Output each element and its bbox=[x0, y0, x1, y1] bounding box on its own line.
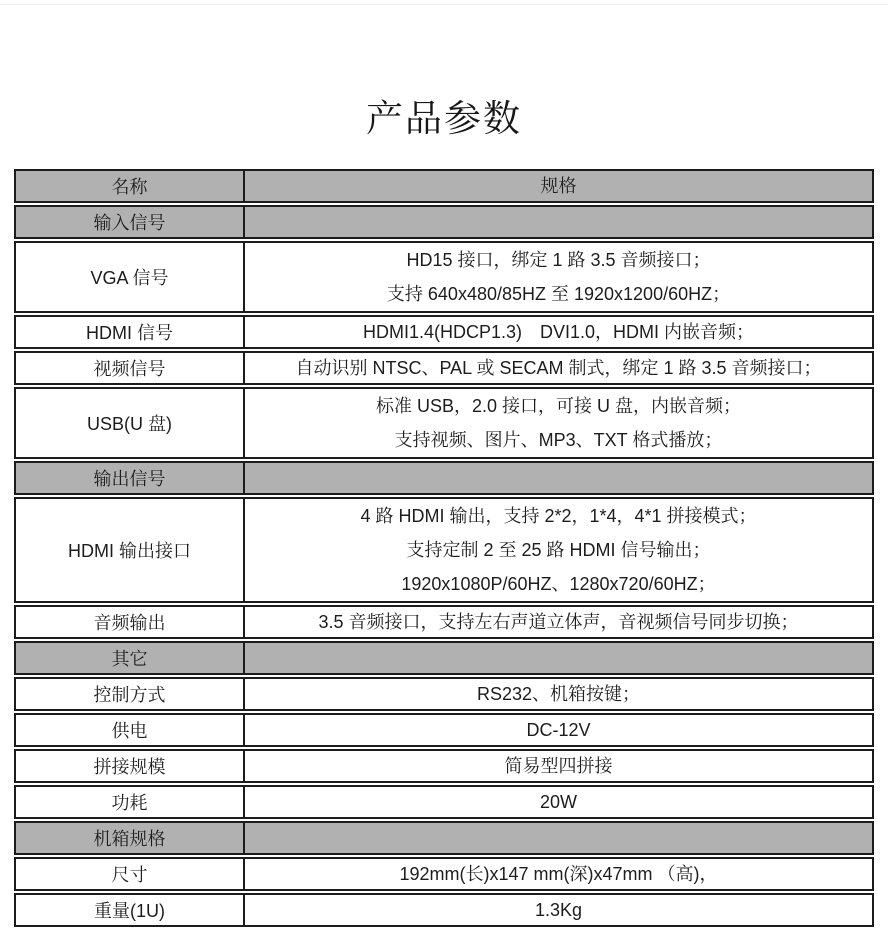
row-value bbox=[243, 895, 872, 925]
page-title: 产品参数 bbox=[366, 98, 522, 139]
row-label: 机箱规格 bbox=[16, 823, 243, 853]
row-value bbox=[243, 715, 872, 745]
row-value bbox=[243, 643, 872, 673]
value-line: 4 路 HDMI 输出，支持 2*2，1*4，4*1 拼接模式； bbox=[360, 506, 757, 527]
table-row bbox=[14, 677, 874, 711]
value-line: 支持定制 2 至 25 路 HDMI 信号输出； bbox=[406, 540, 711, 561]
table-row bbox=[14, 749, 874, 783]
value-line: 1920x1080P/60HZ、1280x720/60HZ； bbox=[401, 574, 716, 595]
header-spec-cell bbox=[243, 171, 872, 201]
row-value bbox=[243, 243, 872, 311]
table-row bbox=[14, 785, 874, 819]
header-name-cell: 名称 bbox=[16, 171, 243, 201]
table-header-row bbox=[14, 169, 874, 203]
row-label: HDMI 信号 bbox=[86, 323, 173, 344]
value-line: RS232、机箱按键； bbox=[476, 684, 641, 705]
value-line: 192mm(长)x147 mm(深)x47mm （高)， bbox=[399, 864, 718, 885]
table-section-row bbox=[14, 205, 874, 239]
row-value bbox=[243, 787, 872, 817]
row-value bbox=[243, 353, 872, 383]
row-value bbox=[243, 389, 872, 457]
value-line: DC-12V bbox=[526, 720, 591, 741]
row-value bbox=[243, 751, 872, 781]
value-line: 标准 USB，2.0 接口，可接 U 盘，内嵌音频； bbox=[375, 396, 742, 417]
row-label: 尺寸 bbox=[111, 865, 148, 886]
row-label: VGA 信号 bbox=[90, 268, 169, 289]
value-line: 20W bbox=[539, 792, 577, 813]
row-label: 控制方式 bbox=[93, 685, 166, 706]
row-label: 重量(1U) bbox=[94, 901, 165, 922]
row-label: 供电 bbox=[111, 721, 148, 742]
row-label: 音频输出 bbox=[93, 613, 166, 634]
value-line: HD15 接口，绑定 1 路 3.5 音频接口； bbox=[406, 250, 711, 271]
row-value bbox=[243, 823, 872, 853]
value-line: 1.3Kg bbox=[534, 900, 583, 921]
row-value bbox=[243, 499, 872, 601]
value-line: 3.5 音频接口，支持左右声道立体声，音视频信号同步切换； bbox=[318, 612, 799, 633]
spec-table bbox=[14, 169, 874, 927]
row-value bbox=[243, 607, 872, 637]
row-label: USB(U 盘) bbox=[87, 414, 172, 435]
table-row bbox=[14, 857, 874, 891]
value-line: 支持视频、图片、MP3、TXT 格式播放； bbox=[394, 430, 723, 451]
row-label: 其它 bbox=[16, 643, 243, 673]
table-row bbox=[14, 351, 874, 385]
table-row bbox=[14, 893, 874, 927]
value-line: HDMI1.4(HDCP1.3) DVI1.0，HDMI 内嵌音频； bbox=[362, 322, 755, 343]
row-label: 功耗 bbox=[111, 793, 148, 814]
row-label: 拼接规模 bbox=[93, 757, 166, 778]
table-row bbox=[14, 387, 874, 459]
row-label: HDMI 输出接口 bbox=[68, 541, 191, 562]
row-value bbox=[243, 317, 872, 347]
table-section-row bbox=[14, 821, 874, 855]
row-label: 视频信号 bbox=[93, 359, 166, 380]
table-section-row bbox=[14, 641, 874, 675]
row-value bbox=[243, 859, 872, 889]
row-value bbox=[243, 207, 872, 237]
table-row bbox=[14, 315, 874, 349]
value-line: 简易型四拼接 bbox=[504, 756, 613, 777]
value-line: 自动识别 NTSC、PAL 或 SECAM 制式，绑定 1 路 3.5 音频接口； bbox=[295, 358, 822, 379]
value-line: 支持 640x480/85HZ 至 1920x1200/60HZ； bbox=[386, 284, 731, 305]
row-value bbox=[243, 463, 872, 493]
table-row bbox=[14, 713, 874, 747]
table-row bbox=[14, 241, 874, 313]
row-value bbox=[243, 679, 872, 709]
top-divider bbox=[0, 4, 888, 5]
table-row bbox=[14, 605, 874, 639]
table-section-row bbox=[14, 461, 874, 495]
header-spec-label: 规格 bbox=[540, 176, 577, 197]
row-label: 输出信号 bbox=[16, 463, 243, 493]
table-row bbox=[14, 497, 874, 603]
row-label: 输入信号 bbox=[16, 207, 243, 237]
